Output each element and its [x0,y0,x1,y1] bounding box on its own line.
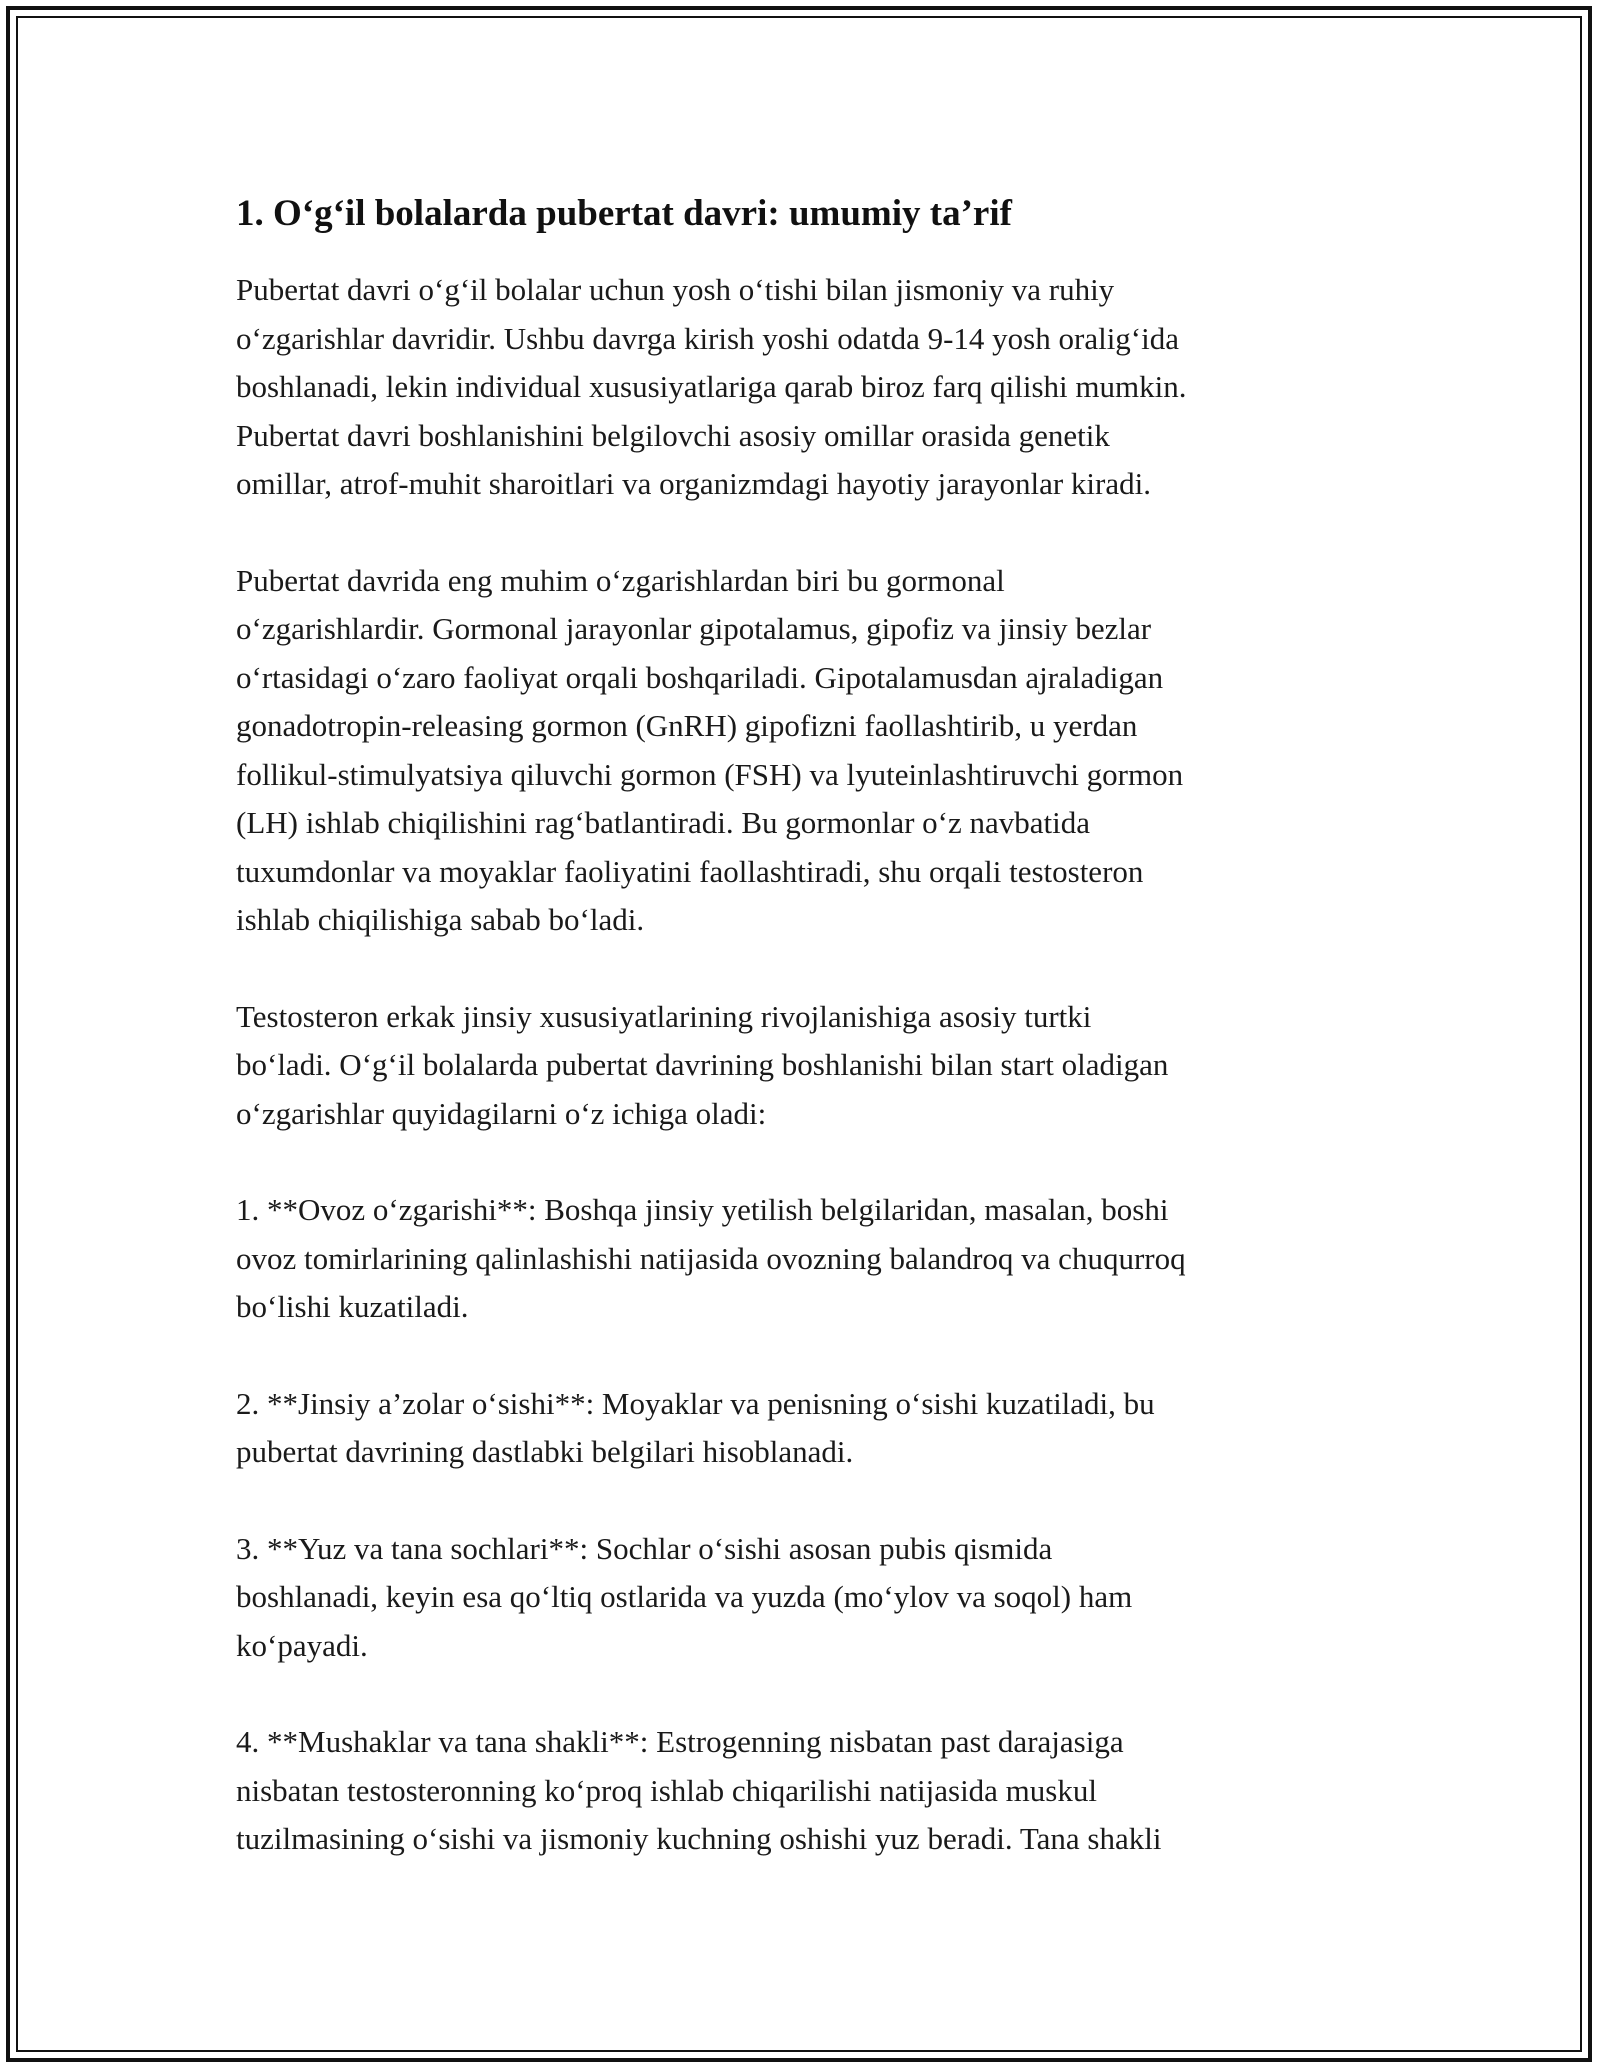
text-line: (LH) ishlab chiqilishini rag‘batlantiradi. Bu gormonlar o‘z navbatida [236,805,1090,840]
text-line: boshlanadi, keyin esa qo‘ltiq ostlarida va yuzda (mo‘ylov va soqol) ham [236,1579,1133,1614]
text-line: boshlanadi, lekin individual xususiyatlariga qarab biroz farq qilishi mumkin. [236,369,1187,404]
text-line: Pubertat davri o‘g‘il bolalar uchun yosh o‘tishi bilan jismoniy va ruhiy [236,272,1115,307]
text-line: bo‘lishi kuzatiladi. [236,1289,469,1324]
text-line: tuxumdonlar va moyaklar faoliyatini faollashtiradi, shu orqali testosteron [236,853,1144,889]
text-line: pubertat davrining dastlabki belgilari hisoblanadi. [236,1434,854,1469]
text-line: follikul-stimulyatsiya qiluvchi gormon (FSH) va lyuteinlashtiruvchi gormon [236,756,1184,792]
text-line: 4. **Mushaklar va tana shakli**: Estrogenning nisbatan past darajasiga [236,1724,1124,1759]
body-paragraph [236,266,1376,509]
body-paragraph [236,1380,1376,1477]
text-line: 1. **Ovoz o‘zgarishi**: Boshqa jinsiy yetilish belgilaridan, masalan, boshi [236,1192,1169,1227]
body-paragraph [236,557,1376,945]
text-line: bo‘ladi. O‘g‘il bolalarda pubertat davrining boshlanishi bilan start oladigan [236,1047,1169,1082]
body-paragraph [236,1525,1376,1671]
text-line: o‘zgarishlar davridir. Ushbu davrga kirish yoshi odatda 9-14 yosh oralig‘ida [236,320,1180,356]
text-line: ovoz tomirlarining qalinlashishi natijasida ovozning balandroq va chuqurroq [236,1240,1186,1276]
body-paragraph [236,993,1376,1139]
body-paragraph [236,1186,1376,1332]
text-line: Pubertat davri boshlanishini belgilovchi asosiy omillar orasida genetik [236,417,1110,453]
text-line: Testosteron erkak jinsiy xususiyatlarining rivojlanishiga asosiy turtki [236,998,1092,1034]
text-line: 3. **Yuz va tana sochlari**: Sochlar o‘sishi asosan pubis qismida [236,1530,1053,1566]
text-line: ko‘payadi. [236,1627,368,1663]
text-line: ishlab chiqilishiga sabab bo‘ladi. [236,902,645,937]
text-line: 2. **Jinsiy a’zolar o‘sishi**: Moyaklar va penisning o‘sishi kuzatiladi, bu [236,1385,1155,1421]
document-page [236,190,1376,1864]
body-paragraph [236,1718,1376,1864]
text-line: gonadotropin-releasing gormon (GnRH) gipofizni faollashtirib, u yerdan [236,708,1138,743]
text-line: o‘zgarishlardir. Gormonal jarayonlar gipotalamus, gipofiz va jinsiy bezlar [236,611,1152,646]
text-line: nisbatan testosteronning ko‘proq ishlab chiqarilishi natijasida muskul [236,1772,1097,1808]
text-line: o‘rtasidagi o‘zaro faoliyat orqali boshqariladi. Gipotalamusdan ajraladigan [236,659,1164,695]
text-line: Pubertat davrida eng muhim o‘zgarishlardan biri bu gormonal [236,562,1005,598]
section-heading: 1. O‘g‘il bolalarda pubertat davri: umumiy ta’rif [236,193,1012,234]
text-line: omillar, atrof-muhit sharoitlari va organizmdagi hayotiy jarayonlar kiradi. [236,466,1151,501]
text-line: tuzilmasining o‘sishi va jismoniy kuchning oshishi yuz beradi. Tana shakli [236,1821,1162,1856]
text-line: o‘zgarishlar quyidagilarni o‘z ichiga oladi: [236,1095,767,1131]
document-body [236,266,1376,1864]
